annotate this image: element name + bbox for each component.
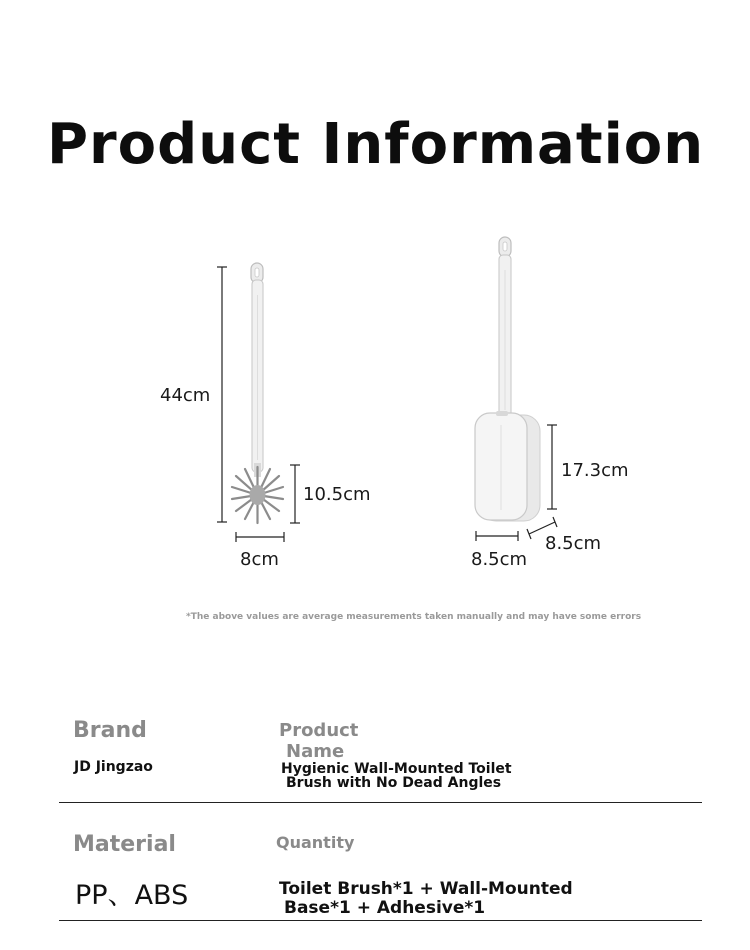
toilet-brush-image	[232, 263, 283, 523]
brush-head-height-label: 10.5cm	[303, 484, 371, 505]
brand-value: JD Jingzao	[74, 759, 153, 775]
page-title: Product Information	[47, 112, 705, 177]
product-illustration	[0, 225, 750, 595]
quantity-label: Quantity	[276, 833, 355, 852]
product-name-label-line1: Product	[279, 720, 359, 741]
product-name-value-line1: Hygienic Wall-Mounted Toilet	[281, 761, 512, 777]
product-dimension-diagram	[0, 225, 750, 595]
measurement-disclaimer: *The above values are average measurements taken manually and may have some errors	[186, 612, 642, 622]
product-name-value-line2: Brush with No Dead Angles	[286, 775, 502, 791]
material-value: PP、ABS	[75, 880, 189, 911]
brand-label: Brand	[73, 718, 147, 743]
quantity-value-line2: Base*1 + Adhesive*1	[284, 898, 486, 918]
brush-width-label: 8cm	[240, 549, 279, 570]
material-label: Material	[73, 832, 176, 857]
divider	[59, 920, 702, 921]
holder-depth-label: 8.5cm	[545, 533, 602, 554]
product-name-label-line2: Name	[286, 741, 345, 762]
holder-width-label: 8.5cm	[471, 549, 528, 570]
divider	[59, 802, 702, 803]
brush-height-label: 44cm	[160, 385, 211, 406]
quantity-value-line1: Toilet Brush*1 + Wall-Mounted	[279, 879, 573, 899]
wall-mounted-holder-image	[475, 237, 540, 521]
holder-height-label: 17.3cm	[561, 460, 629, 481]
